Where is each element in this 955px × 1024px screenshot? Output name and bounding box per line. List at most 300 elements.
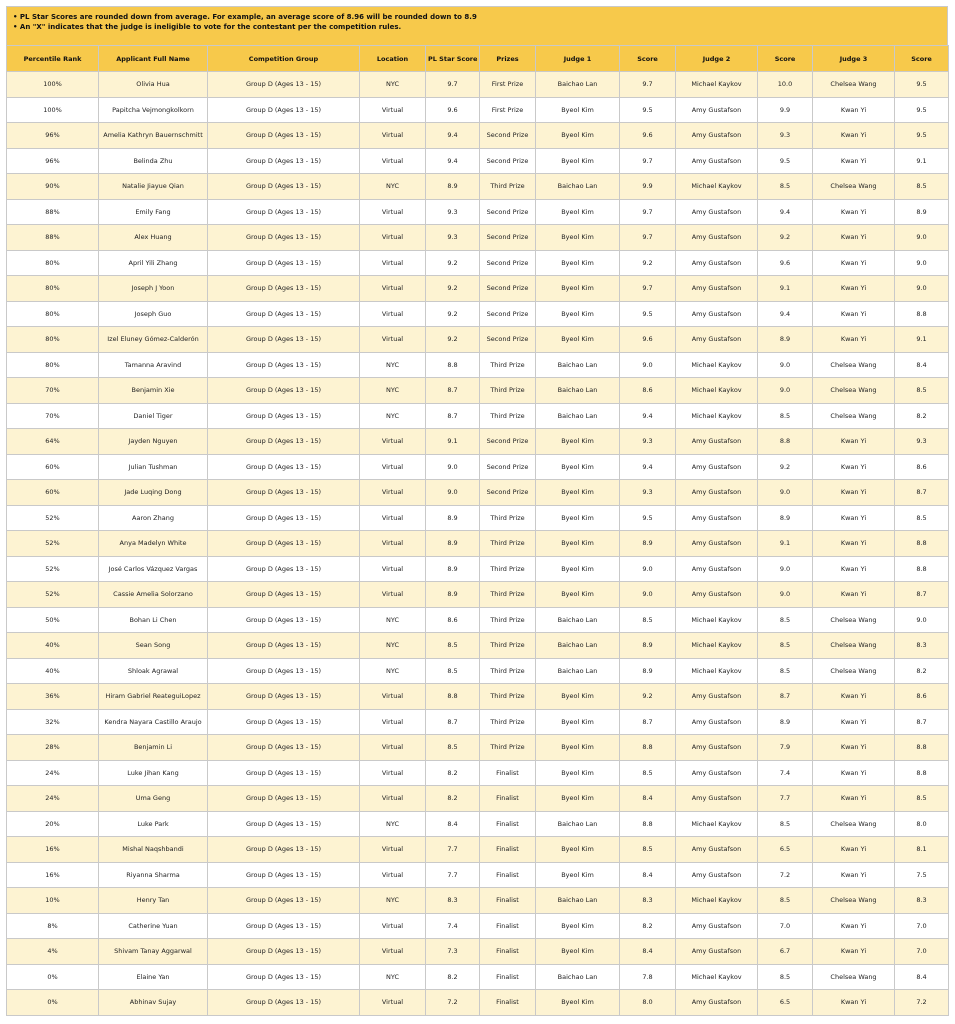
judge-1-cell: Byeol Kim (536, 301, 620, 327)
percentile-rank-cell: 0% (7, 990, 99, 1016)
table-row (7, 378, 949, 404)
location-cell: NYC (360, 174, 426, 200)
judge-1-score-cell: 9.6 (620, 123, 676, 149)
judge-2-score-cell: 9.6 (758, 250, 813, 276)
judge-3-score-cell: 9.5 (895, 97, 949, 123)
competition-group-cell: Group D (Ages 13 - 15) (208, 786, 360, 812)
judge-3-score-cell: 8.5 (895, 378, 949, 404)
table-row (7, 786, 949, 812)
judge-3-cell: Kwan Yi (813, 684, 895, 710)
judge-2-score-cell: 8.7 (758, 684, 813, 710)
judge-1-cell: Baichao Lan (536, 607, 620, 633)
location-cell: NYC (360, 378, 426, 404)
competition-group-cell: Group D (Ages 13 - 15) (208, 811, 360, 837)
location-cell: Virtual (360, 199, 426, 225)
prize-cell: Third Prize (480, 531, 536, 557)
pl-star-score-cell: 8.5 (426, 633, 480, 659)
pl-star-score-cell: 8.6 (426, 607, 480, 633)
applicant-name-cell: Aaron Zhang (99, 505, 208, 531)
pl-star-score-cell: 8.9 (426, 505, 480, 531)
judge-2-cell: Amy Gustafson (676, 327, 758, 353)
judge-3-score-cell: 8.8 (895, 760, 949, 786)
prize-cell: Second Prize (480, 454, 536, 480)
judge-1-cell: Byeol Kim (536, 505, 620, 531)
judge-2-cell: Michael Kaykov (676, 633, 758, 659)
prize-cell: Second Prize (480, 225, 536, 251)
notes-banner (6, 6, 948, 45)
judge-2-score-cell: 8.5 (758, 658, 813, 684)
judge-1-cell: Byeol Kim (536, 709, 620, 735)
judge-1-score-cell: 8.9 (620, 658, 676, 684)
judge-2-cell: Michael Kaykov (676, 658, 758, 684)
judge-1-cell: Byeol Kim (536, 786, 620, 812)
judge-2-cell: Amy Gustafson (676, 862, 758, 888)
table-row (7, 327, 949, 353)
percentile-rank-cell: 36% (7, 684, 99, 710)
judge-2-cell: Amy Gustafson (676, 531, 758, 557)
judge-2-cell: Michael Kaykov (676, 378, 758, 404)
prize-cell: First Prize (480, 72, 536, 98)
judge-3-cell: Chelsea Wang (813, 888, 895, 914)
pl-star-score-cell: 8.9 (426, 531, 480, 557)
competition-group-cell: Group D (Ages 13 - 15) (208, 913, 360, 939)
judge-2-score-cell: 8.5 (758, 888, 813, 914)
judge-1-score-cell: 9.5 (620, 301, 676, 327)
judge-2-cell: Amy Gustafson (676, 199, 758, 225)
judge-2-score-cell: 9.0 (758, 556, 813, 582)
judge-2-cell: Michael Kaykov (676, 174, 758, 200)
prize-cell: Second Prize (480, 429, 536, 455)
competition-group-cell: Group D (Ages 13 - 15) (208, 301, 360, 327)
prize-cell: Third Prize (480, 378, 536, 404)
location-cell: Virtual (360, 276, 426, 302)
note-ineligible: • An "X" indicates that the judge is ineligible to vote for the contestant per the competition rules. (13, 23, 402, 31)
judge-3-score-cell: 8.5 (895, 786, 949, 812)
judge-2-cell: Michael Kaykov (676, 811, 758, 837)
judge-2-cell: Michael Kaykov (676, 403, 758, 429)
table-row (7, 582, 949, 608)
col-header-pl-star-score[interactable]: PL Star Score (426, 46, 480, 72)
prize-cell: Finalist (480, 811, 536, 837)
judge-3-score-cell: 8.3 (895, 888, 949, 914)
judge-2-cell: Amy Gustafson (676, 709, 758, 735)
judge-2-cell: Amy Gustafson (676, 837, 758, 863)
pl-star-score-cell: 8.9 (426, 582, 480, 608)
col-header-location[interactable]: Location (360, 46, 426, 72)
judge-1-score-cell: 9.7 (620, 225, 676, 251)
judge-1-cell: Byeol Kim (536, 97, 620, 123)
table-row (7, 735, 949, 761)
judge-2-cell: Amy Gustafson (676, 301, 758, 327)
col-header-judge-2[interactable]: Judge 2 (676, 46, 758, 72)
judge-2-cell: Amy Gustafson (676, 505, 758, 531)
location-cell: Virtual (360, 148, 426, 174)
percentile-rank-cell: 100% (7, 97, 99, 123)
pl-star-score-cell: 9.4 (426, 148, 480, 174)
location-cell: Virtual (360, 684, 426, 710)
table-row (7, 556, 949, 582)
judge-3-cell: Chelsea Wang (813, 964, 895, 990)
applicant-name-cell: Jayden Nguyen (99, 429, 208, 455)
judge-1-score-cell: 9.7 (620, 199, 676, 225)
pl-star-score-cell: 7.3 (426, 939, 480, 965)
judge-3-score-cell: 8.1 (895, 837, 949, 863)
percentile-rank-cell: 0% (7, 964, 99, 990)
percentile-rank-cell: 64% (7, 429, 99, 455)
col-header-competition-group[interactable]: Competition Group (208, 46, 360, 72)
table-row (7, 72, 949, 98)
pl-star-score-cell: 9.2 (426, 327, 480, 353)
judge-1-cell: Byeol Kim (536, 837, 620, 863)
prize-cell: Finalist (480, 939, 536, 965)
judge-1-cell: Baichao Lan (536, 174, 620, 200)
judge-2-score-cell: 8.5 (758, 174, 813, 200)
judge-1-score-cell: 8.7 (620, 709, 676, 735)
judge-2-score-cell: 8.5 (758, 964, 813, 990)
col-header-judge-1-score[interactable]: Score (620, 46, 676, 72)
judge-3-score-cell: 9.0 (895, 607, 949, 633)
prize-cell: Finalist (480, 888, 536, 914)
table-row (7, 225, 949, 251)
judge-2-score-cell: 8.5 (758, 403, 813, 429)
judge-1-score-cell: 7.8 (620, 964, 676, 990)
competition-group-cell: Group D (Ages 13 - 15) (208, 199, 360, 225)
header-row (7, 46, 949, 72)
percentile-rank-cell: 80% (7, 301, 99, 327)
pl-star-score-cell: 9.0 (426, 454, 480, 480)
judge-1-cell: Byeol Kim (536, 735, 620, 761)
location-cell: NYC (360, 658, 426, 684)
competition-group-cell: Group D (Ages 13 - 15) (208, 556, 360, 582)
prize-cell: Second Prize (480, 250, 536, 276)
competition-group-cell: Group D (Ages 13 - 15) (208, 684, 360, 710)
judge-1-score-cell: 8.9 (620, 633, 676, 659)
judge-3-cell: Kwan Yi (813, 148, 895, 174)
judge-3-cell: Kwan Yi (813, 480, 895, 506)
competition-group-cell: Group D (Ages 13 - 15) (208, 531, 360, 557)
applicant-name-cell: Kendra Nayara Castillo Araujo (99, 709, 208, 735)
table-row (7, 352, 949, 378)
judge-2-score-cell: 9.0 (758, 480, 813, 506)
competition-group-cell: Group D (Ages 13 - 15) (208, 174, 360, 200)
judge-1-score-cell: 9.9 (620, 174, 676, 200)
prize-cell: Third Prize (480, 658, 536, 684)
table-row (7, 684, 949, 710)
table-row (7, 837, 949, 863)
prize-cell: Third Prize (480, 174, 536, 200)
col-header-prizes[interactable]: Prizes (480, 46, 536, 72)
location-cell: Virtual (360, 990, 426, 1016)
pl-star-score-cell: 8.2 (426, 964, 480, 990)
judge-3-score-cell: 8.8 (895, 531, 949, 557)
judge-3-cell: Kwan Yi (813, 786, 895, 812)
applicant-name-cell: Izel Eluney Gómez-Calderón (99, 327, 208, 353)
percentile-rank-cell: 24% (7, 760, 99, 786)
judge-3-cell: Kwan Yi (813, 250, 895, 276)
judge-2-score-cell: 8.5 (758, 607, 813, 633)
percentile-rank-cell: 52% (7, 505, 99, 531)
prize-cell: Third Prize (480, 633, 536, 659)
judge-1-score-cell: 8.4 (620, 786, 676, 812)
judge-3-score-cell: 8.4 (895, 964, 949, 990)
judge-1-cell: Byeol Kim (536, 862, 620, 888)
competition-group-cell: Group D (Ages 13 - 15) (208, 403, 360, 429)
judge-1-cell: Baichao Lan (536, 811, 620, 837)
judge-1-cell: Byeol Kim (536, 199, 620, 225)
prize-cell: Finalist (480, 862, 536, 888)
applicant-name-cell: Natalie Jiayue Qian (99, 174, 208, 200)
location-cell: Virtual (360, 735, 426, 761)
note-rounding: • PL Star Scores are rounded down from average. For example, an average score of 8.96 will be rounded down to 8.9 (13, 13, 477, 21)
judge-2-score-cell: 9.4 (758, 301, 813, 327)
percentile-rank-cell: 28% (7, 735, 99, 761)
percentile-rank-cell: 8% (7, 913, 99, 939)
percentile-rank-cell: 96% (7, 148, 99, 174)
percentile-rank-cell: 52% (7, 582, 99, 608)
judge-2-score-cell: 7.0 (758, 913, 813, 939)
judge-3-score-cell: 8.0 (895, 811, 949, 837)
judge-2-cell: Amy Gustafson (676, 735, 758, 761)
pl-star-score-cell: 8.9 (426, 174, 480, 200)
prize-cell: Third Prize (480, 582, 536, 608)
pl-star-score-cell: 9.1 (426, 429, 480, 455)
judge-2-cell: Michael Kaykov (676, 72, 758, 98)
applicant-name-cell: Shivam Tanay Aggarwal (99, 939, 208, 965)
table-row (7, 505, 949, 531)
judge-2-score-cell: 8.5 (758, 633, 813, 659)
judge-2-cell: Amy Gustafson (676, 250, 758, 276)
judge-3-cell: Chelsea Wang (813, 607, 895, 633)
judge-3-score-cell: 9.5 (895, 72, 949, 98)
location-cell: Virtual (360, 837, 426, 863)
percentile-rank-cell: 10% (7, 888, 99, 914)
judge-3-score-cell: 7.0 (895, 939, 949, 965)
judge-3-score-cell: 7.0 (895, 913, 949, 939)
col-header-judge-1[interactable]: Judge 1 (536, 46, 620, 72)
judge-3-score-cell: 9.0 (895, 276, 949, 302)
judge-1-cell: Byeol Kim (536, 684, 620, 710)
pl-star-score-cell: 8.3 (426, 888, 480, 914)
judge-3-score-cell: 8.6 (895, 454, 949, 480)
pl-star-score-cell: 9.3 (426, 225, 480, 251)
judge-2-score-cell: 9.9 (758, 97, 813, 123)
prize-cell: Finalist (480, 913, 536, 939)
judge-3-score-cell: 8.8 (895, 301, 949, 327)
judge-2-cell: Amy Gustafson (676, 276, 758, 302)
prize-cell: Third Prize (480, 709, 536, 735)
judge-3-score-cell: 8.2 (895, 403, 949, 429)
judge-2-cell: Amy Gustafson (676, 429, 758, 455)
judge-3-cell: Kwan Yi (813, 505, 895, 531)
applicant-name-cell: Luke Jihan Kang (99, 760, 208, 786)
applicant-name-cell: Sean Song (99, 633, 208, 659)
judge-3-cell: Chelsea Wang (813, 72, 895, 98)
judge-1-score-cell: 9.3 (620, 480, 676, 506)
judge-1-cell: Byeol Kim (536, 556, 620, 582)
judge-2-score-cell: 6.7 (758, 939, 813, 965)
judge-2-cell: Amy Gustafson (676, 148, 758, 174)
prize-cell: Second Prize (480, 327, 536, 353)
judge-3-cell: Chelsea Wang (813, 174, 895, 200)
percentile-rank-cell: 24% (7, 786, 99, 812)
location-cell: Virtual (360, 327, 426, 353)
judge-1-score-cell: 9.7 (620, 148, 676, 174)
percentile-rank-cell: 50% (7, 607, 99, 633)
judge-2-score-cell: 9.0 (758, 378, 813, 404)
table-row (7, 964, 949, 990)
judge-2-score-cell: 7.7 (758, 786, 813, 812)
judge-2-cell: Amy Gustafson (676, 990, 758, 1016)
applicant-name-cell: Catherine Yuan (99, 913, 208, 939)
judge-1-cell: Byeol Kim (536, 913, 620, 939)
pl-star-score-cell: 8.2 (426, 760, 480, 786)
location-cell: Virtual (360, 225, 426, 251)
location-cell: Virtual (360, 582, 426, 608)
col-header-percentile-rank[interactable]: Percentile Rank (7, 46, 99, 72)
judge-2-score-cell: 9.1 (758, 276, 813, 302)
competition-group-cell: Group D (Ages 13 - 15) (208, 862, 360, 888)
pl-star-score-cell: 8.8 (426, 352, 480, 378)
judge-3-score-cell: 8.7 (895, 480, 949, 506)
judge-1-cell: Byeol Kim (536, 939, 620, 965)
judge-2-cell: Amy Gustafson (676, 556, 758, 582)
judge-3-score-cell: 8.4 (895, 352, 949, 378)
judge-1-cell: Byeol Kim (536, 429, 620, 455)
location-cell: NYC (360, 888, 426, 914)
judge-3-score-cell: 8.8 (895, 556, 949, 582)
judge-1-score-cell: 8.8 (620, 735, 676, 761)
prize-cell: Finalist (480, 786, 536, 812)
judge-2-cell: Michael Kaykov (676, 964, 758, 990)
judge-3-cell: Chelsea Wang (813, 633, 895, 659)
col-header-applicant-name[interactable]: Applicant Full Name (99, 46, 208, 72)
percentile-rank-cell: 20% (7, 811, 99, 837)
judge-2-cell: Michael Kaykov (676, 352, 758, 378)
applicant-name-cell: Henry Tan (99, 888, 208, 914)
judge-2-score-cell: 9.3 (758, 123, 813, 149)
judge-2-score-cell: 8.9 (758, 709, 813, 735)
judge-3-score-cell: 7.5 (895, 862, 949, 888)
applicant-name-cell: Tamanna Aravind (99, 352, 208, 378)
judge-2-cell: Amy Gustafson (676, 454, 758, 480)
judge-3-score-cell: 9.0 (895, 250, 949, 276)
applicant-name-cell: Joseph J Yoon (99, 276, 208, 302)
location-cell: Virtual (360, 250, 426, 276)
judge-3-cell: Kwan Yi (813, 123, 895, 149)
table-row (7, 811, 949, 837)
applicant-name-cell: Papitcha Vejmongkolkorn (99, 97, 208, 123)
location-cell: NYC (360, 633, 426, 659)
judge-1-score-cell: 8.4 (620, 939, 676, 965)
judge-3-score-cell: 8.5 (895, 174, 949, 200)
judge-1-score-cell: 9.7 (620, 72, 676, 98)
applicant-name-cell: Emily Fang (99, 199, 208, 225)
col-header-judge-3[interactable]: Judge 3 (813, 46, 895, 72)
prize-cell: Second Prize (480, 199, 536, 225)
judge-3-cell: Kwan Yi (813, 199, 895, 225)
judge-1-score-cell: 9.5 (620, 97, 676, 123)
applicant-name-cell: Uma Geng (99, 786, 208, 812)
pl-star-score-cell: 9.2 (426, 250, 480, 276)
pl-star-score-cell: 8.8 (426, 684, 480, 710)
applicant-name-cell: Benjamin Xie (99, 378, 208, 404)
judge-3-cell: Kwan Yi (813, 97, 895, 123)
table-row (7, 607, 949, 633)
applicant-name-cell: Hiram Gabriel ReateguiLopez (99, 684, 208, 710)
applicant-name-cell: Riyanna Sharma (99, 862, 208, 888)
judge-1-cell: Byeol Kim (536, 480, 620, 506)
applicant-name-cell: Julian Tushman (99, 454, 208, 480)
competition-group-cell: Group D (Ages 13 - 15) (208, 97, 360, 123)
competition-group-cell: Group D (Ages 13 - 15) (208, 990, 360, 1016)
judge-1-cell: Byeol Kim (536, 250, 620, 276)
percentile-rank-cell: 80% (7, 276, 99, 302)
percentile-rank-cell: 60% (7, 480, 99, 506)
col-header-judge-2-score[interactable]: Score (758, 46, 813, 72)
location-cell: NYC (360, 352, 426, 378)
judge-3-cell: Kwan Yi (813, 735, 895, 761)
location-cell: NYC (360, 607, 426, 633)
prize-cell: Third Prize (480, 735, 536, 761)
judge-2-score-cell: 7.9 (758, 735, 813, 761)
pl-star-score-cell: 8.4 (426, 811, 480, 837)
applicant-name-cell: Amelia Kathryn Bauernschmitt (99, 123, 208, 149)
location-cell: Virtual (360, 913, 426, 939)
table-row (7, 97, 949, 123)
location-cell: Virtual (360, 97, 426, 123)
applicant-name-cell: Alex Huang (99, 225, 208, 251)
competition-group-cell: Group D (Ages 13 - 15) (208, 480, 360, 506)
location-cell: Virtual (360, 786, 426, 812)
judge-2-score-cell: 9.0 (758, 352, 813, 378)
judge-2-score-cell: 9.4 (758, 199, 813, 225)
table-row (7, 862, 949, 888)
competition-group-cell: Group D (Ages 13 - 15) (208, 352, 360, 378)
competition-group-cell: Group D (Ages 13 - 15) (208, 760, 360, 786)
competition-group-cell: Group D (Ages 13 - 15) (208, 327, 360, 353)
judge-1-score-cell: 9.0 (620, 556, 676, 582)
judge-3-score-cell: 9.1 (895, 148, 949, 174)
judge-1-score-cell: 9.4 (620, 403, 676, 429)
judge-3-cell: Kwan Yi (813, 301, 895, 327)
table-row (7, 939, 949, 965)
judge-1-cell: Byeol Kim (536, 123, 620, 149)
judge-1-score-cell: 8.2 (620, 913, 676, 939)
judge-1-cell: Byeol Kim (536, 454, 620, 480)
judge-3-cell: Kwan Yi (813, 760, 895, 786)
judge-3-cell: Kwan Yi (813, 862, 895, 888)
judge-2-score-cell: 8.5 (758, 811, 813, 837)
competition-group-cell: Group D (Ages 13 - 15) (208, 72, 360, 98)
judge-3-cell: Chelsea Wang (813, 658, 895, 684)
pl-star-score-cell: 9.4 (426, 123, 480, 149)
location-cell: NYC (360, 811, 426, 837)
percentile-rank-cell: 40% (7, 658, 99, 684)
location-cell: Virtual (360, 454, 426, 480)
table-row (7, 888, 949, 914)
prize-cell: Finalist (480, 760, 536, 786)
col-header-judge-3-score[interactable]: Score (895, 46, 949, 72)
judge-3-cell: Kwan Yi (813, 276, 895, 302)
judge-1-cell: Byeol Kim (536, 327, 620, 353)
judge-1-score-cell: 9.4 (620, 454, 676, 480)
judge-3-score-cell: 8.3 (895, 633, 949, 659)
judge-3-score-cell: 8.9 (895, 199, 949, 225)
judge-1-cell: Byeol Kim (536, 276, 620, 302)
pl-star-score-cell: 8.7 (426, 709, 480, 735)
judge-1-score-cell: 9.6 (620, 327, 676, 353)
percentile-rank-cell: 90% (7, 174, 99, 200)
